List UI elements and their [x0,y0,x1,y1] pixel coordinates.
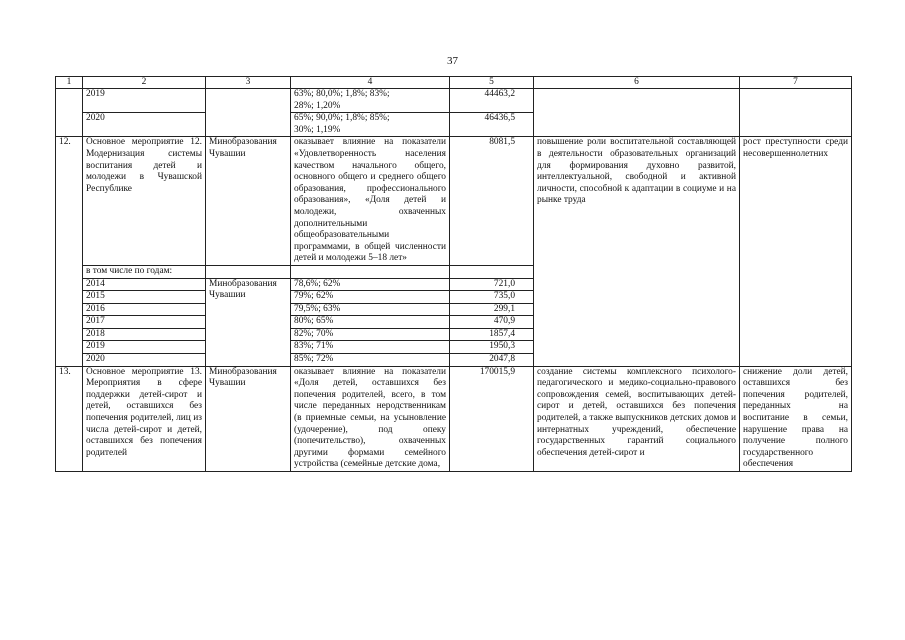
indicator-cell: 83%; 71% [291,341,450,354]
header-cell: 6 [534,77,740,89]
amount-cell: 2047,8 [450,354,534,367]
amount-cell: 735,0 [450,291,534,304]
consequence-cell: снижение доли детей, оставшихся без попечения родителей, переданных на воспитание в семьи, нарушение права на получение полного государственного обеспечения [740,366,852,471]
year-cell: 2020 [83,354,206,367]
header-row [56,77,852,89]
header-cell: 5 [450,77,534,89]
header-cell: 1 [56,77,83,89]
year-cell: 2019 [83,89,206,113]
executor-cell: Минобразования Чувашии [206,366,291,471]
amount-cell: 170015,9 [450,366,534,471]
year-cell: 2020 [83,113,206,137]
empty-cell [450,265,534,278]
indicator-cell: 82%; 70% [291,328,450,341]
executor-cell: Минобразования Чувашии [206,278,291,366]
indicator-cell: 63%; 80,0%; 1,8%; 83%; 28%; 1,20% [291,89,450,113]
amount-cell: 1857,4 [450,328,534,341]
consequence-cell: рост преступности среди несовершеннолетних [740,137,852,366]
indicator-cell: 80%; 65% [291,316,450,329]
amount-cell: 470,9 [450,316,534,329]
indicator-cell: 78,6%; 62% [291,278,450,291]
empty-cell [534,89,740,137]
empty-cell [206,89,291,137]
amount-cell: 8081,5 [450,137,534,266]
amount-cell: 46436,5 [450,113,534,137]
year-cell: 2015 [83,291,206,304]
expected-result-cell: создание системы комплексного психолого-педагогического и медико-социально-правового сопровождения семей, воспитывающих детей-сирот и детей, оставшихся без попечения родителей, а также выпускников детских домов и интернатных учреждений, обеспечение государственных гарантий социального обеспечения детей-сирот и [534,366,740,471]
table-row [56,89,852,113]
indicator-cell: оказывает влияние на показатели «Удовлетворенность населения качеством начального общего, основного общего и среднего общего образования, профессионального образования», «Доля детей и молодежи, охваченных дополнительными общеобразовательными программами, в общей численности детей и молодежи 5–18 лет» [291,137,450,266]
header-cell: 3 [206,77,291,89]
empty-cell [206,265,291,278]
table-row [56,137,852,266]
indicator-cell: 79,5%; 63% [291,303,450,316]
year-cell: 2017 [83,316,206,329]
year-cell: 2018 [83,328,206,341]
amount-cell: 721,0 [450,278,534,291]
year-cell: 2014 [83,278,206,291]
empty-cell [740,89,852,137]
indicator-cell: оказывает влияние на показатели «Доля детей, оставшихся без попечения родителей, всего, в том числе переданных неродственникам (в приемные семьи, на усыновление (удочерение), под опеку (попечительство), охваченных другими формами семейного устройства (семейные детские дома, [291,366,450,471]
indicator-cell: 79%; 62% [291,291,450,304]
expected-result-cell: повышение роли воспитательной составляющей в деятельности образовательных организаций для формирования духовно развитой, интеллектуальной, свободной и активной личности, способной к адаптации в социуме и на рынке труда [534,137,740,366]
amount-cell: 299,1 [450,303,534,316]
subtotal-label: в том числе по годам: [83,265,206,278]
table-row [56,366,852,471]
activity-name: Основное мероприятие 13. Мероприятия в сфере поддержки детей-сирот и детей, оставшихся без попечения родителей, лиц из числа детей-сирот и детей, оставшихся без попечения родителей [83,366,206,471]
year-cell: 2016 [83,303,206,316]
amount-cell: 44463,2 [450,89,534,113]
item-number: 13. [56,366,83,471]
activity-name: Основное мероприятие 12. Модернизация системы воспитания детей и молодежи в Чувашской Республике [83,137,206,266]
empty-cell [291,265,450,278]
year-cell: 2019 [83,341,206,354]
indicator-cell: 85%; 72% [291,354,450,367]
indicator-cell: 65%; 90,0%; 1,8%; 85%; 30%; 1,19% [291,113,450,137]
header-cell: 7 [740,77,852,89]
header-cell: 4 [291,77,450,89]
page-number: 37 [447,55,458,67]
amount-cell: 1950,3 [450,341,534,354]
empty-cell [56,89,83,137]
executor-cell: Минобразования Чувашии [206,137,291,266]
program-activities-table [55,76,852,472]
header-cell: 2 [83,77,206,89]
item-number: 12. [56,137,83,366]
